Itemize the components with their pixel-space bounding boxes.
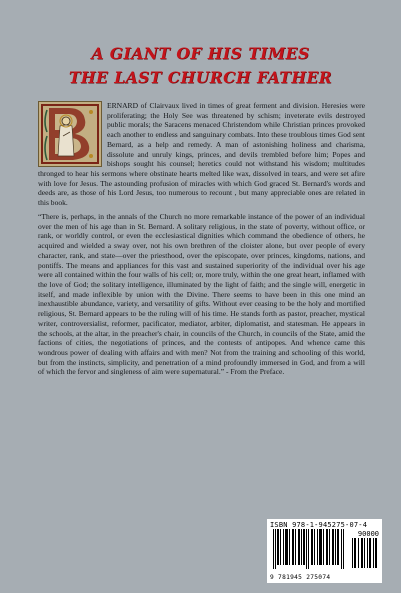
cover-description [38, 101, 365, 377]
isbn-label: ISBN 978-1-945275-07-4 [270, 521, 368, 529]
illuminated-letter-image [39, 102, 101, 166]
intro-paragraph: ERNARD of Clairvaux lived in times of great ferment and division. Heresies were proliferating; the Holy See was threatened by schism; inveterate evils destroyed public morals; the Saracens menaced Christendom while Christian princes provoked each another to endless and sanguinary combats. Into these troublous times God sent Bernard, as a help and remedy. A man of astonishing holiness and charisma, dissolute and unruly kings, princes, and devils trembled before him; Popes and bishops sought his counsel; heretics could not withstand his wisdom; multitudes thronged to hear his sermons where obstinate hearts melted like wax, dissolved in tears, and were set afire with love for Jesus. The astounding profusion of miracles with which God graced St. Bernard's words and deeds are, as those of his Lord Jesus, too numerous to recount , but many appreciable ones are related in this book. [38, 101, 365, 208]
cover-title-line-1: A GIANT OF HIS TIMES [91, 44, 310, 63]
preface-quote: “There is, perhaps, in the annals of the Church no more remarkable instance of the power of an individual over the men of his age than in St. Bernard. A solitary religious, in the state of poverty, without office, or rank, or worldly control, or even the ecclesiastical dignities which command the obedience of others, he acquired and wielded a sway over, not his own brethren of the cloister alone, but over people of every character, rank, and state—over the priesthood, over the episcopate, over princes, kingdoms, nations, and pontiffs. The means and appliances for this vast and sustained superiority of the individual over his age were all contained within the four walls of his cell; or, more truly, within the one great heart, inflamed with the love of God; the solitary intelligence, illuminated by the light of faith; and the single will, energetic in itself, and made inflexible by union with the Divine. There seems to have been in this one mind an inexhaustible abundance, variety, and versatility of gifts. Without ever ceasing to be the holy and mortified religious, St. Bernard appears to be the ruling will of his time. He stands forth as pastor, preacher, mystical writer, controversialist, reformer, pacificator, mediator, arbiter, diplomatist, and statesman. He appears in the schools, at the altar, in the preacher's chair, in councils of the Church, in councils of the State, amid the factions of cities, the negotiations of princes, and the contests of antipopes. And whence came this wondrous power of dealing with affairs and with men? Not from the training and schooling of this world, but from the instincts, simplicity, and penetration of a mind profoundly immersed in God, and from a will of which the fervor and singleness of aim were supernatural.” - From the Preface. [38, 211, 365, 377]
illuminated-initial-b [38, 101, 102, 167]
barcode [267, 519, 382, 583]
price-code: 90000 [357, 530, 379, 538]
ean-digits: 9 781945 275074 [270, 574, 331, 581]
cover-title-line-2: THE LAST CHURCH FATHER [68, 68, 333, 87]
price-barcode-bars [352, 538, 378, 568]
ean-barcode-bars [273, 529, 347, 569]
